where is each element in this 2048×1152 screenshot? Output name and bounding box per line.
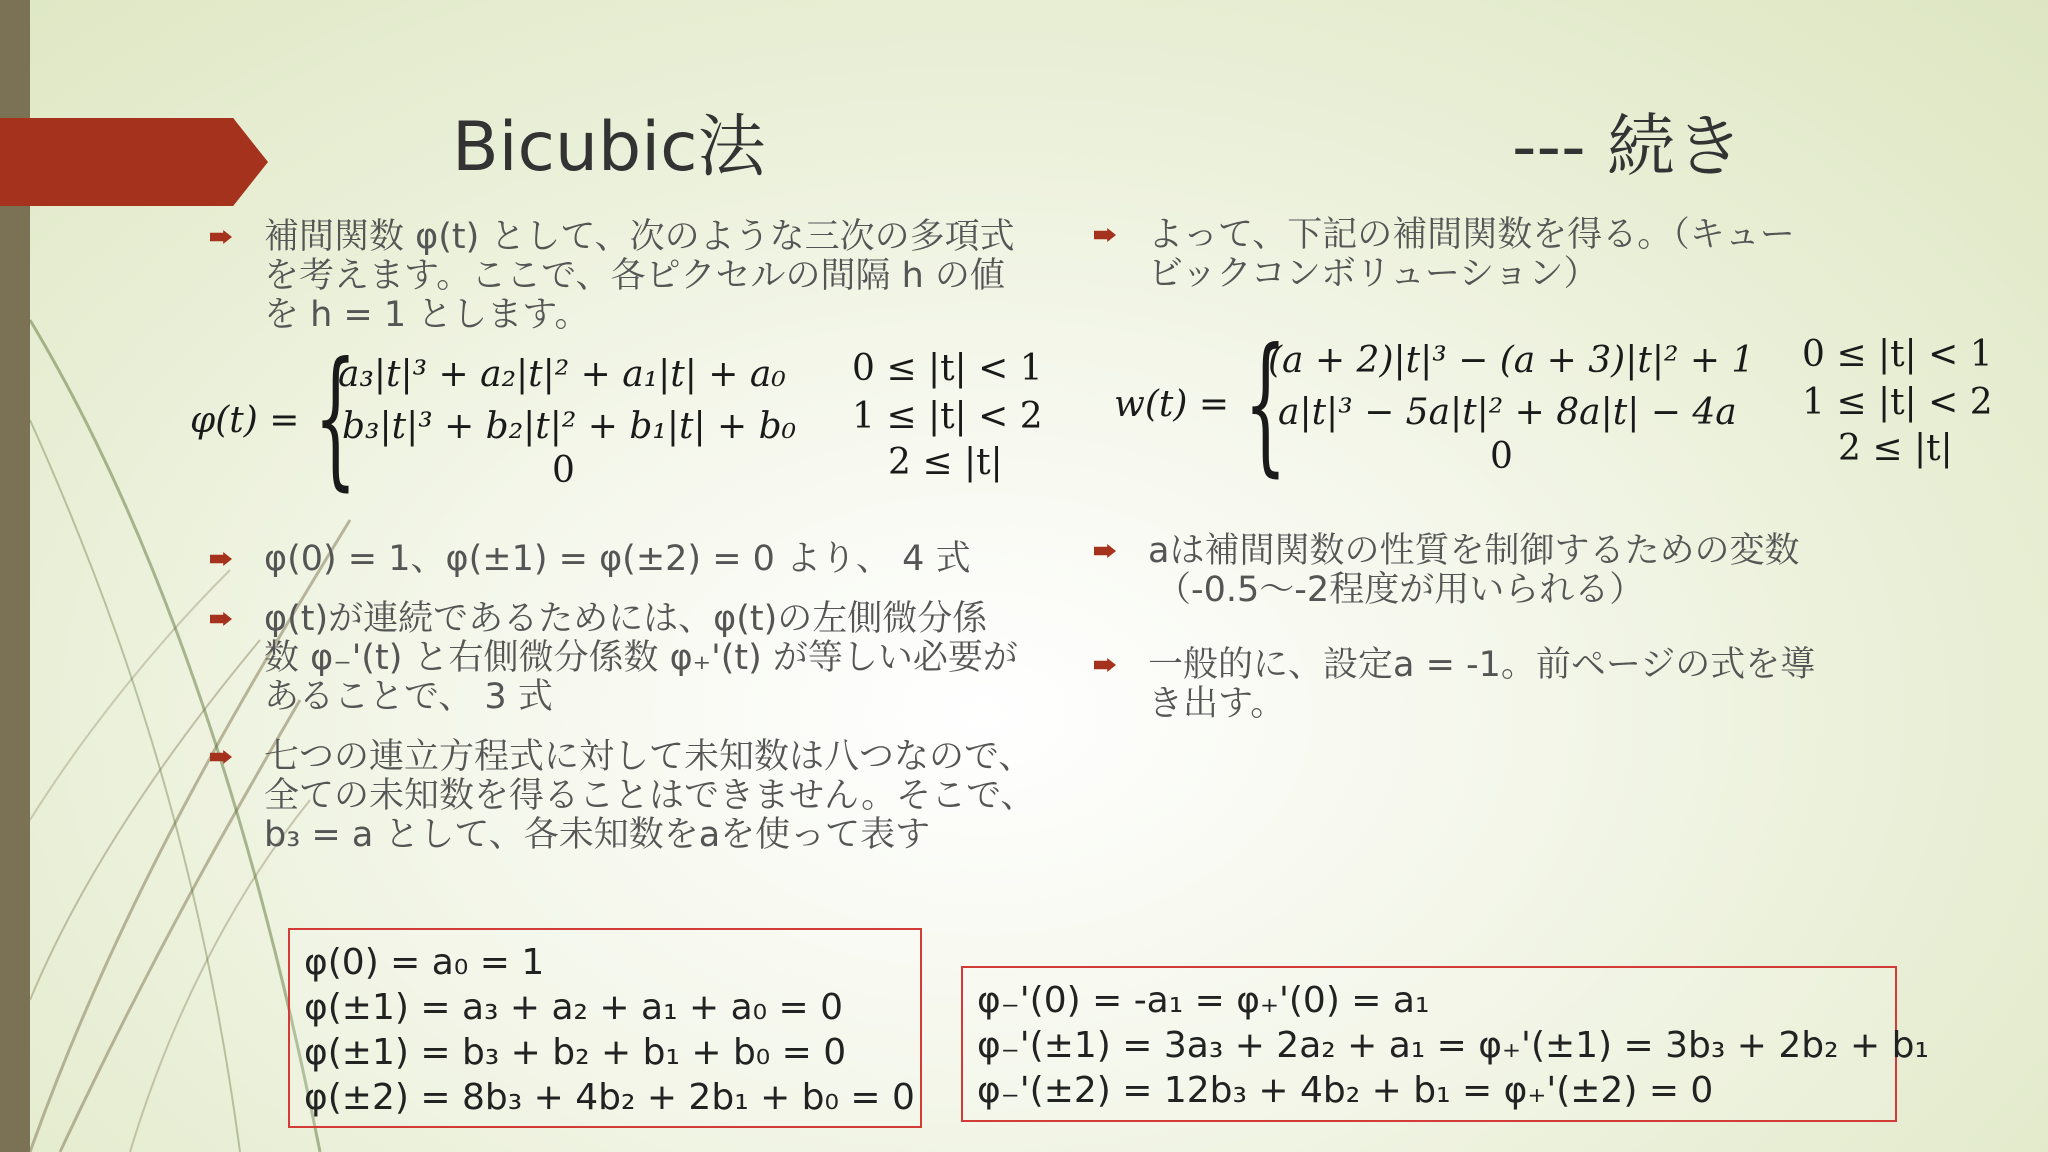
formula-row-3-expression: 0 [552, 450, 575, 491]
left-bullet-3 [264, 600, 1064, 717]
equation-line: φ(±1) = a₃ + a₂ + a₁ + a₀ = 0 [304, 987, 844, 1028]
formula-row-2-condition: 1 ≤ |t| < 2 [1802, 382, 1993, 423]
formula-row-2-condition: 1 ≤ |t| < 2 [852, 396, 1043, 437]
formula-row-1-condition: 0 ≤ |t| < 1 [852, 348, 1043, 389]
title-arrow-banner [0, 118, 268, 206]
formula-lhs: φ(t) = [190, 400, 300, 441]
equation-line: φ(0) = a₀ = 1 [304, 942, 545, 983]
formula-row-1-expression: a₃|t|³ + a₂|t|² + a₁|t| + a₀ [338, 354, 786, 395]
bullet-arrow-icon [1094, 658, 1116, 672]
slide-title: Bicubic法 [452, 108, 766, 187]
left-bullet-1 [264, 218, 1064, 335]
equation-line: φ₋'(±2) = 12b₃ + 4b₂ + b₁ = φ₊'(±2) = 0 [977, 1070, 1714, 1111]
text-line: 数 φ₋'(t) と右側微分係数 φ₊'(t) が等しい必要が [264, 638, 1018, 678]
text-line: （-0.5〜-2程度が用いられる） [1156, 570, 1645, 610]
formula-row-2-expression: b₃|t|³ + b₂|t|² + b₁|t| + b₀ [342, 406, 797, 447]
text-line: 七つの連立方程式に対して未知数は八つなので、 [264, 737, 1034, 777]
left-equations-box [288, 928, 922, 1128]
text-line: aは補間関数の性質を制御するための変数 [1148, 531, 1800, 571]
left-bullet-4 [264, 738, 1064, 855]
text-line: を考えます。ここで、各ピクセルの間隔 h の値 [264, 256, 1005, 296]
text-line: 補間関数 φ(t) として、次のような三次の多項式 [264, 217, 1015, 257]
text-line: き出す。 [1148, 684, 1286, 724]
formula-row-2-expression: a|t|³ − 5a|t|² + 8a|t| − 4a [1278, 392, 1737, 433]
right-bullet-2 [1148, 532, 1968, 610]
left-bullet-2 [264, 540, 1064, 579]
left-brace-icon: { [1244, 317, 1287, 491]
bullet-arrow-icon [1094, 544, 1116, 558]
text-line: 一般的に、設定a = -1。前ページの式を導 [1148, 645, 1816, 685]
formula-lhs: w(t) = [1114, 384, 1229, 425]
formula-row-3-expression: 0 [1490, 436, 1513, 477]
slide-title-continued: --- 続き [1512, 108, 1744, 187]
equation-line: φ₋'(0) = -a₁ = φ₊'(0) = a₁ [977, 980, 1430, 1021]
right-equations-box [961, 966, 1929, 1122]
right-bullet-1 [1148, 216, 1968, 294]
text-line: b₃ = a として、各未知数をaを使って表す [264, 815, 931, 855]
bullet-arrow-icon [1094, 228, 1116, 242]
left-brace-icon: { [314, 331, 357, 505]
right-bullet-3 [1148, 646, 1968, 724]
text-line: よって、下記の補間関数を得る。（キュー [1148, 215, 1795, 255]
formula-row-1-condition: 0 ≤ |t| < 1 [1802, 334, 1993, 375]
formula-row-3-condition: 2 ≤ |t| [888, 442, 1003, 483]
text-line: 全ての未知数を得ることはできません。そこで、 [264, 776, 1036, 816]
equation-line: φ(±2) = 8b₃ + 4b₂ + 2b₁ + b₀ = 0 [304, 1077, 915, 1118]
formula-row-1-expression: (a + 2)|t|³ − (a + 3)|t|² + 1 [1268, 340, 1755, 381]
equation-line: φ(±1) = b₃ + b₂ + b₁ + b₀ = 0 [304, 1032, 847, 1073]
formula-row-3-condition: 2 ≤ |t| [1838, 428, 1953, 469]
text-line: あることで、 3 式 [264, 677, 553, 717]
text-line: ビックコンボリューション） [1148, 254, 1599, 294]
text-line: φ(0) = 1、φ(±1) = φ(±2) = 0 より、 4 式 [264, 539, 971, 579]
text-line: を h = 1 とします。 [264, 295, 590, 335]
equation-line: φ₋'(±1) = 3a₃ + 2a₂ + a₁ = φ₊'(±1) = 3b₃ + 2b₂ + b₁ [977, 1025, 1929, 1066]
text-line: φ(t)が連続であるためには、φ(t)の左側微分係 [264, 599, 988, 639]
